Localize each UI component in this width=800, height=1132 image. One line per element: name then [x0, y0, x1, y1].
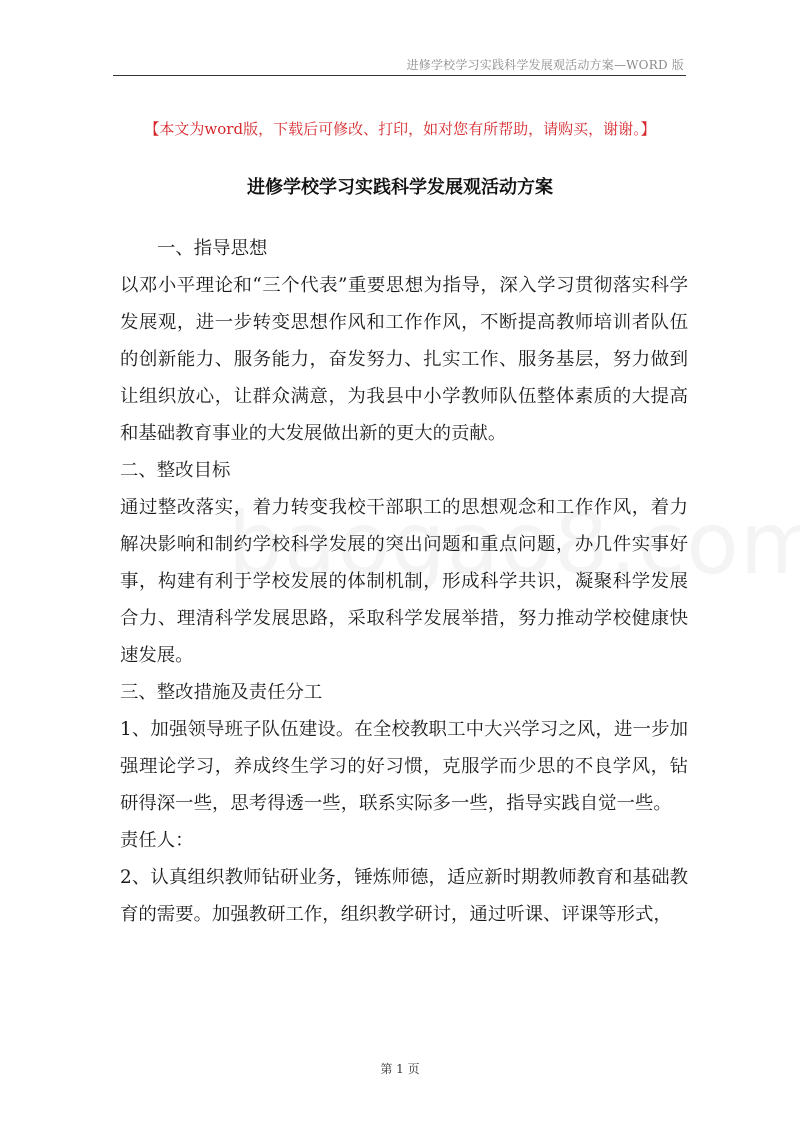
section-heading-measures: 三、整改措施及责任分工 [120, 682, 323, 703]
paragraph-measure-2: 2、认真组织教师钻研业务，锤炼师德，适应新时期教师教育和基础教育的需要。加强教研工作，组织教学研讨，通过听课、评课等形式， [120, 867, 688, 925]
section-heading-goals: 二、整改目标 [120, 460, 231, 481]
paragraph-goals: 通过整改落实，着力转变我校干部职工的思想观念和工作作风，着力解决影响和制约学校科学发展的突出问题和重点问题，办几件实事好事，构建有利于学校发展的体制机制，形成科学共识，凝聚科学发展合力、理清科学发展思路，采取科学发展举措，努力推动学校健康快速发展。 [120, 497, 688, 666]
section-heading-guiding-thought: 一、指导思想 [157, 238, 268, 259]
paragraph-responsible-person: 责任人： [120, 830, 194, 851]
paragraph-guiding-thought: 以邓小平理论和“三个代表”重要思想为指导，深入学习贯彻落实科学发展观，进一步转变思想作风和工作作风，不断提高教师培训者队伍的创新能力、服务能力，奋发努力、扎实工作、服务基层，努力做到让组织放心，让群众满意，为我县中小学教师队伍整体素质的大提高和基础教育事业的大发展做出新的更大的贡献。 [120, 275, 688, 444]
document-title: 进修学校学习实践科学发展观活动方案 [247, 177, 553, 198]
document-body [120, 230, 688, 933]
paragraph-measure-1: 1、加强领导班子队伍建设。在全校教职工中大兴学习之风，进一步加强理论学习，养成终生学习的好习惯，克服学而少思的不良学风，钻研得深一些，思考得透一些，联系实际多一些，指导实践自觉一些。 [120, 719, 688, 814]
running-header: 进修学校学习实践科学发展观活动方案—WORD 版 [406, 58, 684, 72]
page-number: 第 1 页 [380, 1062, 420, 1076]
header-divider [113, 75, 686, 76]
purchase-notice: 【本文为word版，下载后可修改、打印，如对您有所帮助，请购买，谢谢。】 [144, 120, 656, 138]
